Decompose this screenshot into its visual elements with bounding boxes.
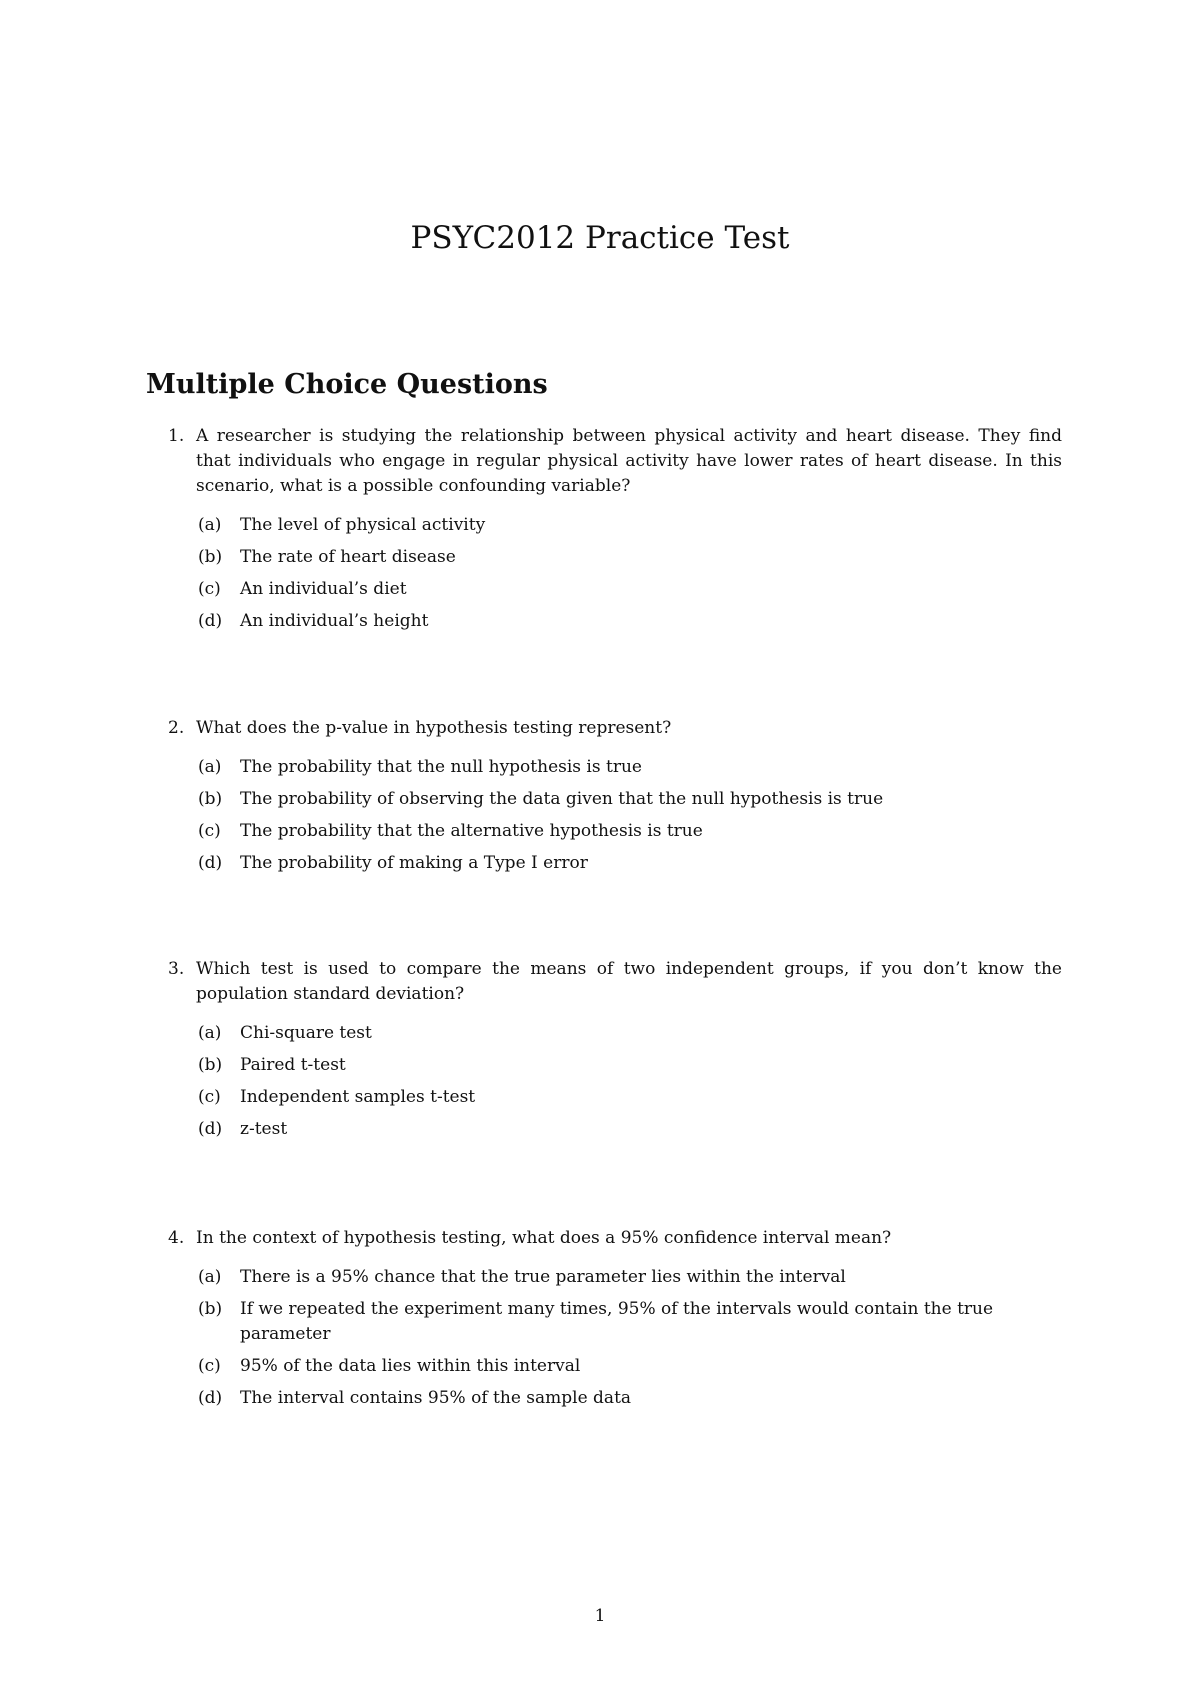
answer-option-c: [146, 1354, 1062, 1379]
question-text: A researcher is studying the relationship between physical activity and heart disease. They find that individuals who engage in regular physical activity have lower rates of heart disease. In this scenario, what is a possible confounding variable?: [196, 426, 1062, 496]
answer-option-b: [146, 1053, 1062, 1078]
answer-option-a: [146, 1021, 1062, 1046]
option-text: The rate of heart disease: [240, 547, 456, 567]
question-4: [146, 1226, 1062, 1418]
option-label: (a): [198, 515, 222, 535]
option-label: (c): [198, 1087, 221, 1107]
option-label: (a): [198, 1023, 222, 1043]
document-title: PSYC2012 Practice Test: [410, 220, 790, 256]
option-label: (b): [198, 1299, 223, 1319]
section-title: Multiple Choice Questions: [146, 369, 548, 400]
option-text: z-test: [240, 1119, 288, 1139]
answer-option-b: [146, 545, 1062, 570]
option-text: The probability of observing the data given that the null hypothesis is true: [240, 789, 884, 809]
question-text: In the context of hypothesis testing, what does a 95% confidence interval mean?: [196, 1228, 892, 1248]
answer-option-d: [146, 1117, 1062, 1142]
option-text: The level of physical activity: [240, 515, 486, 535]
option-text: Independent samples t-test: [240, 1087, 476, 1107]
question-number: 3.: [168, 959, 185, 979]
option-label: (b): [198, 547, 223, 567]
option-text: There is a 95% chance that the true parameter lies within the interval: [240, 1267, 846, 1287]
option-label: (d): [198, 1388, 223, 1408]
answer-option-a: [146, 513, 1062, 538]
option-text: The probability that the null hypothesis is true: [240, 757, 642, 777]
question-2: [146, 716, 1062, 883]
question-number: 1.: [168, 426, 185, 446]
question-number: 2.: [168, 718, 185, 738]
question-3: [146, 957, 1062, 1149]
page-number: 1: [594, 1606, 606, 1626]
answer-option-d: [146, 609, 1062, 634]
answer-options: [146, 1265, 1062, 1411]
option-text: An individual’s diet: [240, 579, 407, 599]
question-stem: [146, 716, 1062, 741]
option-text: If we repeated the experiment many times, 95% of the intervals would contain the true parameter: [240, 1299, 994, 1344]
question-text: What does the p-value in hypothesis testing represent?: [196, 718, 672, 738]
answer-option-c: [146, 819, 1062, 844]
option-label: (a): [198, 1267, 222, 1287]
option-label: (b): [198, 789, 223, 809]
answer-option-b: [146, 1297, 1062, 1347]
answer-option-c: [146, 1085, 1062, 1110]
option-text: The probability of making a Type I error: [240, 853, 588, 873]
answer-option-a: [146, 1265, 1062, 1290]
option-label: (d): [198, 611, 223, 631]
option-label: (c): [198, 821, 221, 841]
answer-option-a: [146, 755, 1062, 780]
answer-options: [146, 755, 1062, 876]
option-label: (a): [198, 757, 222, 777]
option-label: (d): [198, 853, 223, 873]
option-text: 95% of the data lies within this interval: [240, 1356, 581, 1376]
option-text: An individual’s height: [240, 611, 429, 631]
answer-option-c: [146, 577, 1062, 602]
question-text: Which test is used to compare the means of two independent groups, if you don’t know the population standard deviation?: [196, 959, 1062, 1004]
option-text: Paired t-test: [240, 1055, 346, 1075]
option-text: The interval contains 95% of the sample data: [240, 1388, 632, 1408]
answer-option-b: [146, 787, 1062, 812]
question-number: 4.: [168, 1228, 185, 1248]
answer-options: [146, 513, 1062, 634]
answer-option-d: [146, 851, 1062, 876]
answer-option-d: [146, 1386, 1062, 1411]
answer-options: [146, 1021, 1062, 1142]
option-label: (c): [198, 1356, 221, 1376]
question-1: [146, 424, 1062, 641]
question-stem: [146, 957, 1062, 1007]
question-stem: [146, 1226, 1062, 1251]
question-stem: [146, 424, 1062, 499]
option-label: (d): [198, 1119, 223, 1139]
option-text: Chi-square test: [240, 1023, 372, 1043]
option-label: (b): [198, 1055, 223, 1075]
option-text: The probability that the alternative hypothesis is true: [240, 821, 703, 841]
option-label: (c): [198, 579, 221, 599]
